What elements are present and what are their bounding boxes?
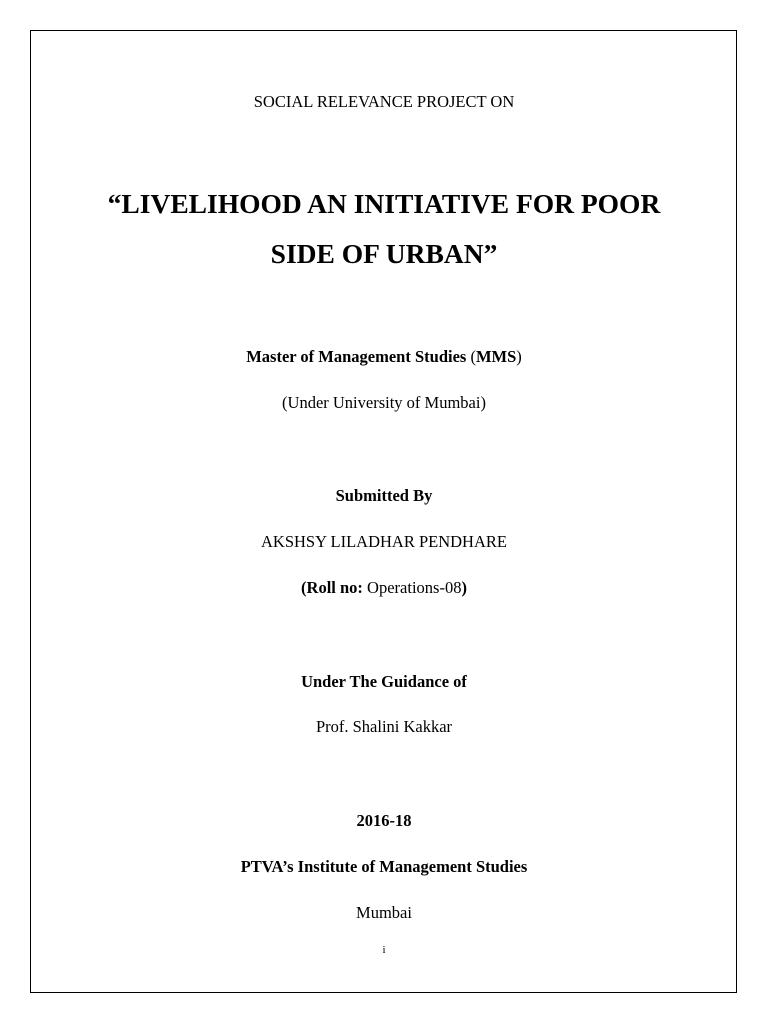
degree-abbr: MMS <box>475 347 517 366</box>
roll-value: Operations-08 <box>362 578 462 597</box>
degree-open-paren: ( <box>466 347 476 366</box>
project-title-line-2: SIDE OF URBAN” <box>270 238 498 269</box>
degree-line <box>0 347 768 367</box>
university-line: (Under University of Mumbai) <box>282 393 486 412</box>
project-heading: SOCIAL RELEVANCE PROJECT ON <box>253 92 515 111</box>
roll-label: Roll no: <box>306 578 363 597</box>
guide-name: Prof. Shalini Kakkar <box>315 717 453 736</box>
degree-name: Master of Management Studies <box>246 347 467 366</box>
submitted-by-label: Submitted By <box>335 486 433 505</box>
student-name: AKSHSY LILADHAR PENDHARE <box>261 532 507 551</box>
guidance-label: Under The Guidance of <box>301 672 467 691</box>
page-number: i <box>382 944 386 956</box>
project-title-line-1: “LIVELIHOOD AN INITIATIVE FOR POOR <box>107 188 661 219</box>
roll-open-paren: ( <box>301 578 307 597</box>
roll-number-line <box>0 578 768 598</box>
page-border <box>30 30 737 993</box>
degree-close-paren: ) <box>516 347 522 366</box>
city-name: Mumbai <box>356 903 412 922</box>
academic-year: 2016-18 <box>356 811 412 830</box>
institute-name: PTVA’s Institute of Management Studies <box>240 857 528 876</box>
roll-close-paren: ) <box>461 578 467 597</box>
